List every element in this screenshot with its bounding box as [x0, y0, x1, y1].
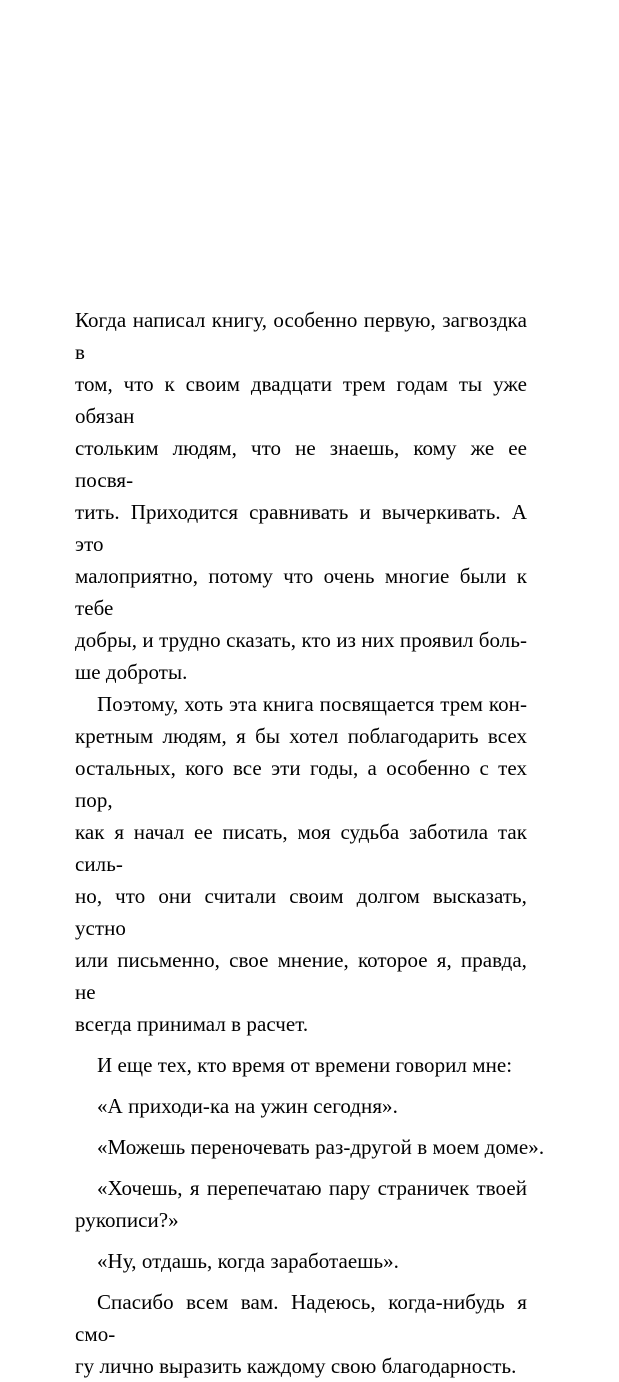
- text-line: «А приходи-ка на ужин сегодня».: [97, 1094, 398, 1118]
- paragraph-8: [75, 1286, 527, 1382]
- paragraph-1: [75, 304, 527, 688]
- text-line: остальных, кого все эти годы, а особенно с тех пор,: [75, 756, 527, 812]
- text-line: но, что они считали своим долгом высказать, устно: [75, 884, 527, 940]
- text-line: рукописи?»: [75, 1208, 179, 1232]
- text-line: Спасибо всем вам. Надеюсь, когда-нибудь я смо-: [75, 1290, 527, 1346]
- paragraph-2: [75, 688, 527, 1040]
- text-line: всегда принимал в расчет.: [75, 1012, 309, 1036]
- text-line: гу лично выразить каждому свою благодарность.: [75, 1354, 517, 1378]
- text-line: стольким людям, что не знаешь, кому же ее посвя-: [75, 436, 527, 492]
- text-line: тить. Приходится сравнивать и вычеркивать. А это: [75, 500, 527, 556]
- text-line: или письменно, свое мнение, которое я, правда, не: [75, 948, 527, 1004]
- paragraph-5: [75, 1131, 545, 1163]
- text-line: Поэтому, хоть эта книга посвящается трем кон-: [97, 692, 527, 716]
- paragraph-3: [75, 1049, 527, 1081]
- paragraph-4: [75, 1090, 527, 1122]
- text-line: том, что к своим двадцати трем годам ты уже обязан: [75, 372, 527, 428]
- paragraph-6: [75, 1172, 527, 1236]
- text-line: «Можешь переночевать раз-другой в моем доме».: [97, 1135, 545, 1159]
- text-line: малоприятно, потому что очень многие были к тебе: [75, 564, 527, 620]
- text-line: как я начал ее писать, моя судьба заботила так силь-: [75, 820, 527, 876]
- text-line: Когда написал книгу, особенно первую, загвоздка в: [75, 308, 527, 364]
- text-line: И еще тех, кто время от времени говорил мне:: [97, 1053, 513, 1077]
- text-line: кретным людям, я бы хотел поблагодарить всех: [75, 724, 527, 748]
- paragraph-7: [75, 1245, 527, 1277]
- text-line: «Ну, отдашь, когда заработаешь».: [97, 1249, 399, 1273]
- dedication-text: [75, 304, 545, 1382]
- text-line: «Хочешь, я перепечатаю пару страничек твоей: [97, 1176, 527, 1200]
- text-line: ше доброты.: [75, 660, 188, 684]
- text-line: добры, и трудно сказать, кто из них проявил боль-: [75, 628, 527, 652]
